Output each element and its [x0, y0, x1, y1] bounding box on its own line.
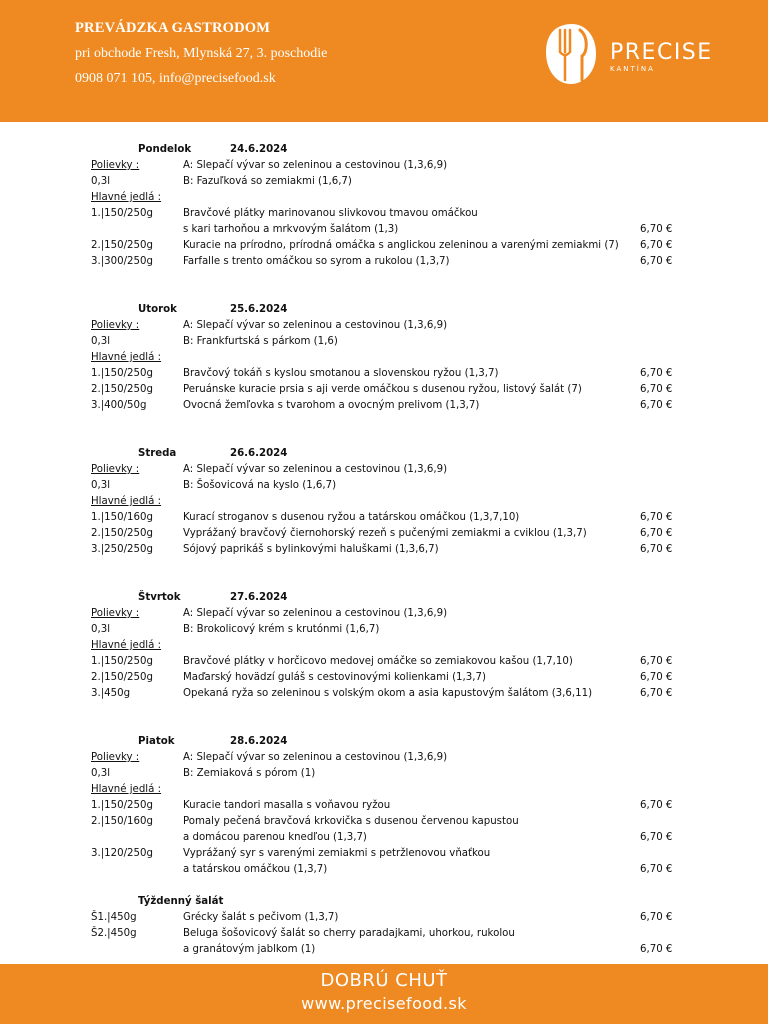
dish-description: B: Zemiaková s pórom (1) [183, 768, 316, 779]
menu-row [0, 398, 768, 414]
menu-row [0, 846, 768, 862]
day-header-row [0, 142, 768, 158]
menu-row [0, 654, 768, 670]
day-header-row [0, 302, 768, 318]
price: 6,70 € [640, 528, 673, 539]
dish-description: A: Slepačí vývar so zeleninou a cestovinou (1,3,6,9) [183, 752, 448, 763]
menu-row [0, 478, 768, 494]
dish-description: Opekaná ryža so zeleninou s volským okom a asia kapustovým šalátom (3,6,11) [183, 688, 593, 699]
day-date: 28.6.2024 [230, 736, 288, 747]
portion-label: Polievky : [91, 752, 140, 763]
dish-description: s kari tarhoňou a mrkvovým šalátom (1,3) [183, 224, 399, 235]
day-date: 24.6.2024 [230, 144, 288, 155]
menu-row [0, 670, 768, 686]
portion-label: Š1.|450g [91, 912, 137, 923]
dish-description: Kurací stroganov s dusenou ryžou a tatárskou omáčkou (1,3,7,10) [183, 512, 520, 523]
day-name: Utorok [138, 304, 177, 315]
menu-row [0, 862, 768, 878]
day-name: Pondelok [138, 144, 192, 155]
menu-row [0, 366, 768, 382]
price: 6,70 € [640, 912, 673, 923]
dish-description: Vyprážaný bravčový čiernohorský rezeň s pučenými zemiakmi a cviklou (1,3,7) [183, 528, 587, 539]
menu-row [0, 782, 768, 798]
menu-row [0, 510, 768, 526]
footer-slogan: DOBRÚ CHUŤ [320, 970, 448, 991]
menu-row [0, 334, 768, 350]
portion-label: 2.|150/250g [91, 528, 153, 539]
dish-description: B: Šošovicová na kyslo (1,6,7) [183, 480, 337, 491]
dish-description: a tatárskou omáčkou (1,3,7) [183, 864, 328, 875]
portion-label: 1.|150/250g [91, 656, 153, 667]
price: 6,70 € [640, 832, 673, 843]
price: 6,70 € [640, 384, 673, 395]
price: 6,70 € [640, 240, 673, 251]
menu-row [0, 686, 768, 702]
day-date: 25.6.2024 [230, 304, 288, 315]
day-header-row [0, 894, 768, 910]
menu-row [0, 830, 768, 846]
menu-row [0, 494, 768, 510]
portion-label: 0,3l [91, 336, 111, 347]
dish-description: Kuracie na prírodno, prírodná omáčka s anglickou zeleninou a varenými zemiakmi (7) [183, 240, 619, 251]
dish-description: Grécky šalát s pečivom (1,3,7) [183, 912, 339, 923]
portion-label: Polievky : [91, 464, 140, 475]
portion-label: Hlavné jedlá : [91, 496, 162, 507]
portion-label: Polievky : [91, 160, 140, 171]
menu-row [0, 158, 768, 174]
menu-row [0, 238, 768, 254]
portion-label: 0,3l [91, 624, 111, 635]
brand-subtitle: KANTÍNA [610, 65, 655, 73]
portion-label: 2.|150/250g [91, 672, 153, 683]
price: 6,70 € [640, 864, 673, 875]
menu-row [0, 190, 768, 206]
dish-description: Bravčové plátky v horčicovo medovej omáčke so zemiakovou kašou (1,7,10) [183, 656, 573, 667]
price: 6,70 € [640, 224, 673, 235]
venue-title: PREVÁDZKA GASTRODOM [75, 20, 271, 36]
price: 6,70 € [640, 256, 673, 267]
price: 6,70 € [640, 544, 673, 555]
price: 6,70 € [640, 400, 673, 411]
price: 6,70 € [640, 512, 673, 523]
menu-row [0, 206, 768, 222]
menu-row [0, 638, 768, 654]
portion-label: 1.|150/250g [91, 800, 153, 811]
dish-description: Sójový paprikáš s bylinkovými haluškami (1,3,6,7) [183, 544, 439, 555]
portion-label: 0,3l [91, 768, 111, 779]
portion-label: 0,3l [91, 176, 111, 187]
dish-description: A: Slepačí vývar so zeleninou a cestovinou (1,3,6,9) [183, 608, 448, 619]
portion-label: 0,3l [91, 480, 111, 491]
dish-description: B: Fazuľková so zemiakmi (1,6,7) [183, 176, 352, 187]
menu-row [0, 542, 768, 558]
day-name: Štvrtok [138, 592, 181, 603]
day-date: 26.6.2024 [230, 448, 288, 459]
dish-description: Peruánske kuracie prsia s aji verde omáčkou s dusenou ryžou, listový šalát (7) [183, 384, 582, 395]
dish-description: A: Slepačí vývar so zeleninou a cestovinou (1,3,6,9) [183, 160, 448, 171]
portion-label: 1.|150/160g [91, 512, 153, 523]
price: 6,70 € [640, 688, 673, 699]
portion-label: 1.|150/250g [91, 208, 153, 219]
dish-description: Farfalle s trento omáčkou so syrom a rukolou (1,3,7) [183, 256, 450, 267]
day-header-row [0, 446, 768, 462]
menu-row [0, 766, 768, 782]
menu-row [0, 318, 768, 334]
menu-row [0, 254, 768, 270]
portion-label: 2.|150/250g [91, 240, 153, 251]
menu-row [0, 350, 768, 366]
venue-contact: 0908 071 105, info@precisefood.sk [75, 71, 276, 86]
dish-description: Ovocná žemľovka s tvarohom a ovocným prelivom (1,3,7) [183, 400, 480, 411]
portion-label: 3.|400/50g [91, 400, 147, 411]
menu-row [0, 526, 768, 542]
dish-description: Vyprážaný syr s varenými zemiakmi s petržlenovou vňaťkou [183, 848, 491, 859]
day-date: 27.6.2024 [230, 592, 288, 603]
menu-row [0, 622, 768, 638]
price: 6,70 € [640, 944, 673, 955]
menu-row [0, 750, 768, 766]
day-name: Streda [138, 448, 177, 459]
menu-row [0, 910, 768, 926]
footer-banner [0, 964, 768, 1024]
menu-row [0, 174, 768, 190]
portion-label: Š2.|450g [91, 928, 137, 939]
menu-row [0, 798, 768, 814]
dish-description: a granátovým jablkom (1) [183, 944, 316, 955]
footer-website[interactable]: www.precisefood.sk [301, 994, 467, 1013]
dish-description: Kuracie tandori masalla s voňavou ryžou [183, 800, 391, 811]
portion-label: 3.|300/250g [91, 256, 153, 267]
header-banner [0, 0, 768, 122]
venue-address: pri obchode Fresh, Mlynská 27, 3. poschodie [75, 46, 328, 61]
menu-row [0, 606, 768, 622]
portion-label: Polievky : [91, 320, 140, 331]
portion-label: Hlavné jedlá : [91, 784, 162, 795]
portion-label: Polievky : [91, 608, 140, 619]
price: 6,70 € [640, 800, 673, 811]
day-header-row [0, 590, 768, 606]
portion-label: Hlavné jedlá : [91, 640, 162, 651]
menu-row [0, 926, 768, 942]
day-name: Týždenný šalát [138, 896, 224, 907]
portion-label: 2.|150/160g [91, 816, 153, 827]
price: 6,70 € [640, 656, 673, 667]
dish-description: Pomaly pečená bravčová krkovička s dusenou červenou kapustou [183, 816, 519, 827]
day-name: Piatok [138, 736, 175, 747]
dish-description: Bravčový tokáň s kyslou smotanou a slovenskou ryžou (1,3,7) [183, 368, 499, 379]
menu-row [0, 462, 768, 478]
portion-label: 1.|150/250g [91, 368, 153, 379]
price: 6,70 € [640, 368, 673, 379]
dish-description: A: Slepačí vývar so zeleninou a cestovinou (1,3,6,9) [183, 320, 448, 331]
price: 6,70 € [640, 672, 673, 683]
portion-label: 3.|120/250g [91, 848, 153, 859]
menu-row [0, 942, 768, 958]
brand-name: PRECISE [610, 40, 713, 65]
menu-row [0, 222, 768, 238]
dish-description: Maďarský hovädzí guláš s cestovinovými kolienkami (1,3,7) [183, 672, 486, 683]
menu-row [0, 814, 768, 830]
dish-description: Bravčové plátky marinovanou slivkovou tmavou omáčkou [183, 208, 478, 219]
dish-description: B: Frankfurtská s párkom (1,6) [183, 336, 338, 347]
menu-row [0, 382, 768, 398]
portion-label: Hlavné jedlá : [91, 352, 162, 363]
portion-label: 3.|450g [91, 688, 131, 699]
portion-label: 2.|150/250g [91, 384, 153, 395]
dish-description: Beluga šošovicový šalát so cherry paradajkami, uhorkou, rukolou [183, 928, 515, 939]
day-header-row [0, 734, 768, 750]
portion-label: Hlavné jedlá : [91, 192, 162, 203]
dish-description: B: Brokolicový krém s krutónmi (1,6,7) [183, 624, 380, 635]
portion-label: 3.|250/250g [91, 544, 153, 555]
dish-description: a domácou parenou knedľou (1,3,7) [183, 832, 367, 843]
dish-description: A: Slepačí vývar so zeleninou a cestovinou (1,3,6,9) [183, 464, 448, 475]
